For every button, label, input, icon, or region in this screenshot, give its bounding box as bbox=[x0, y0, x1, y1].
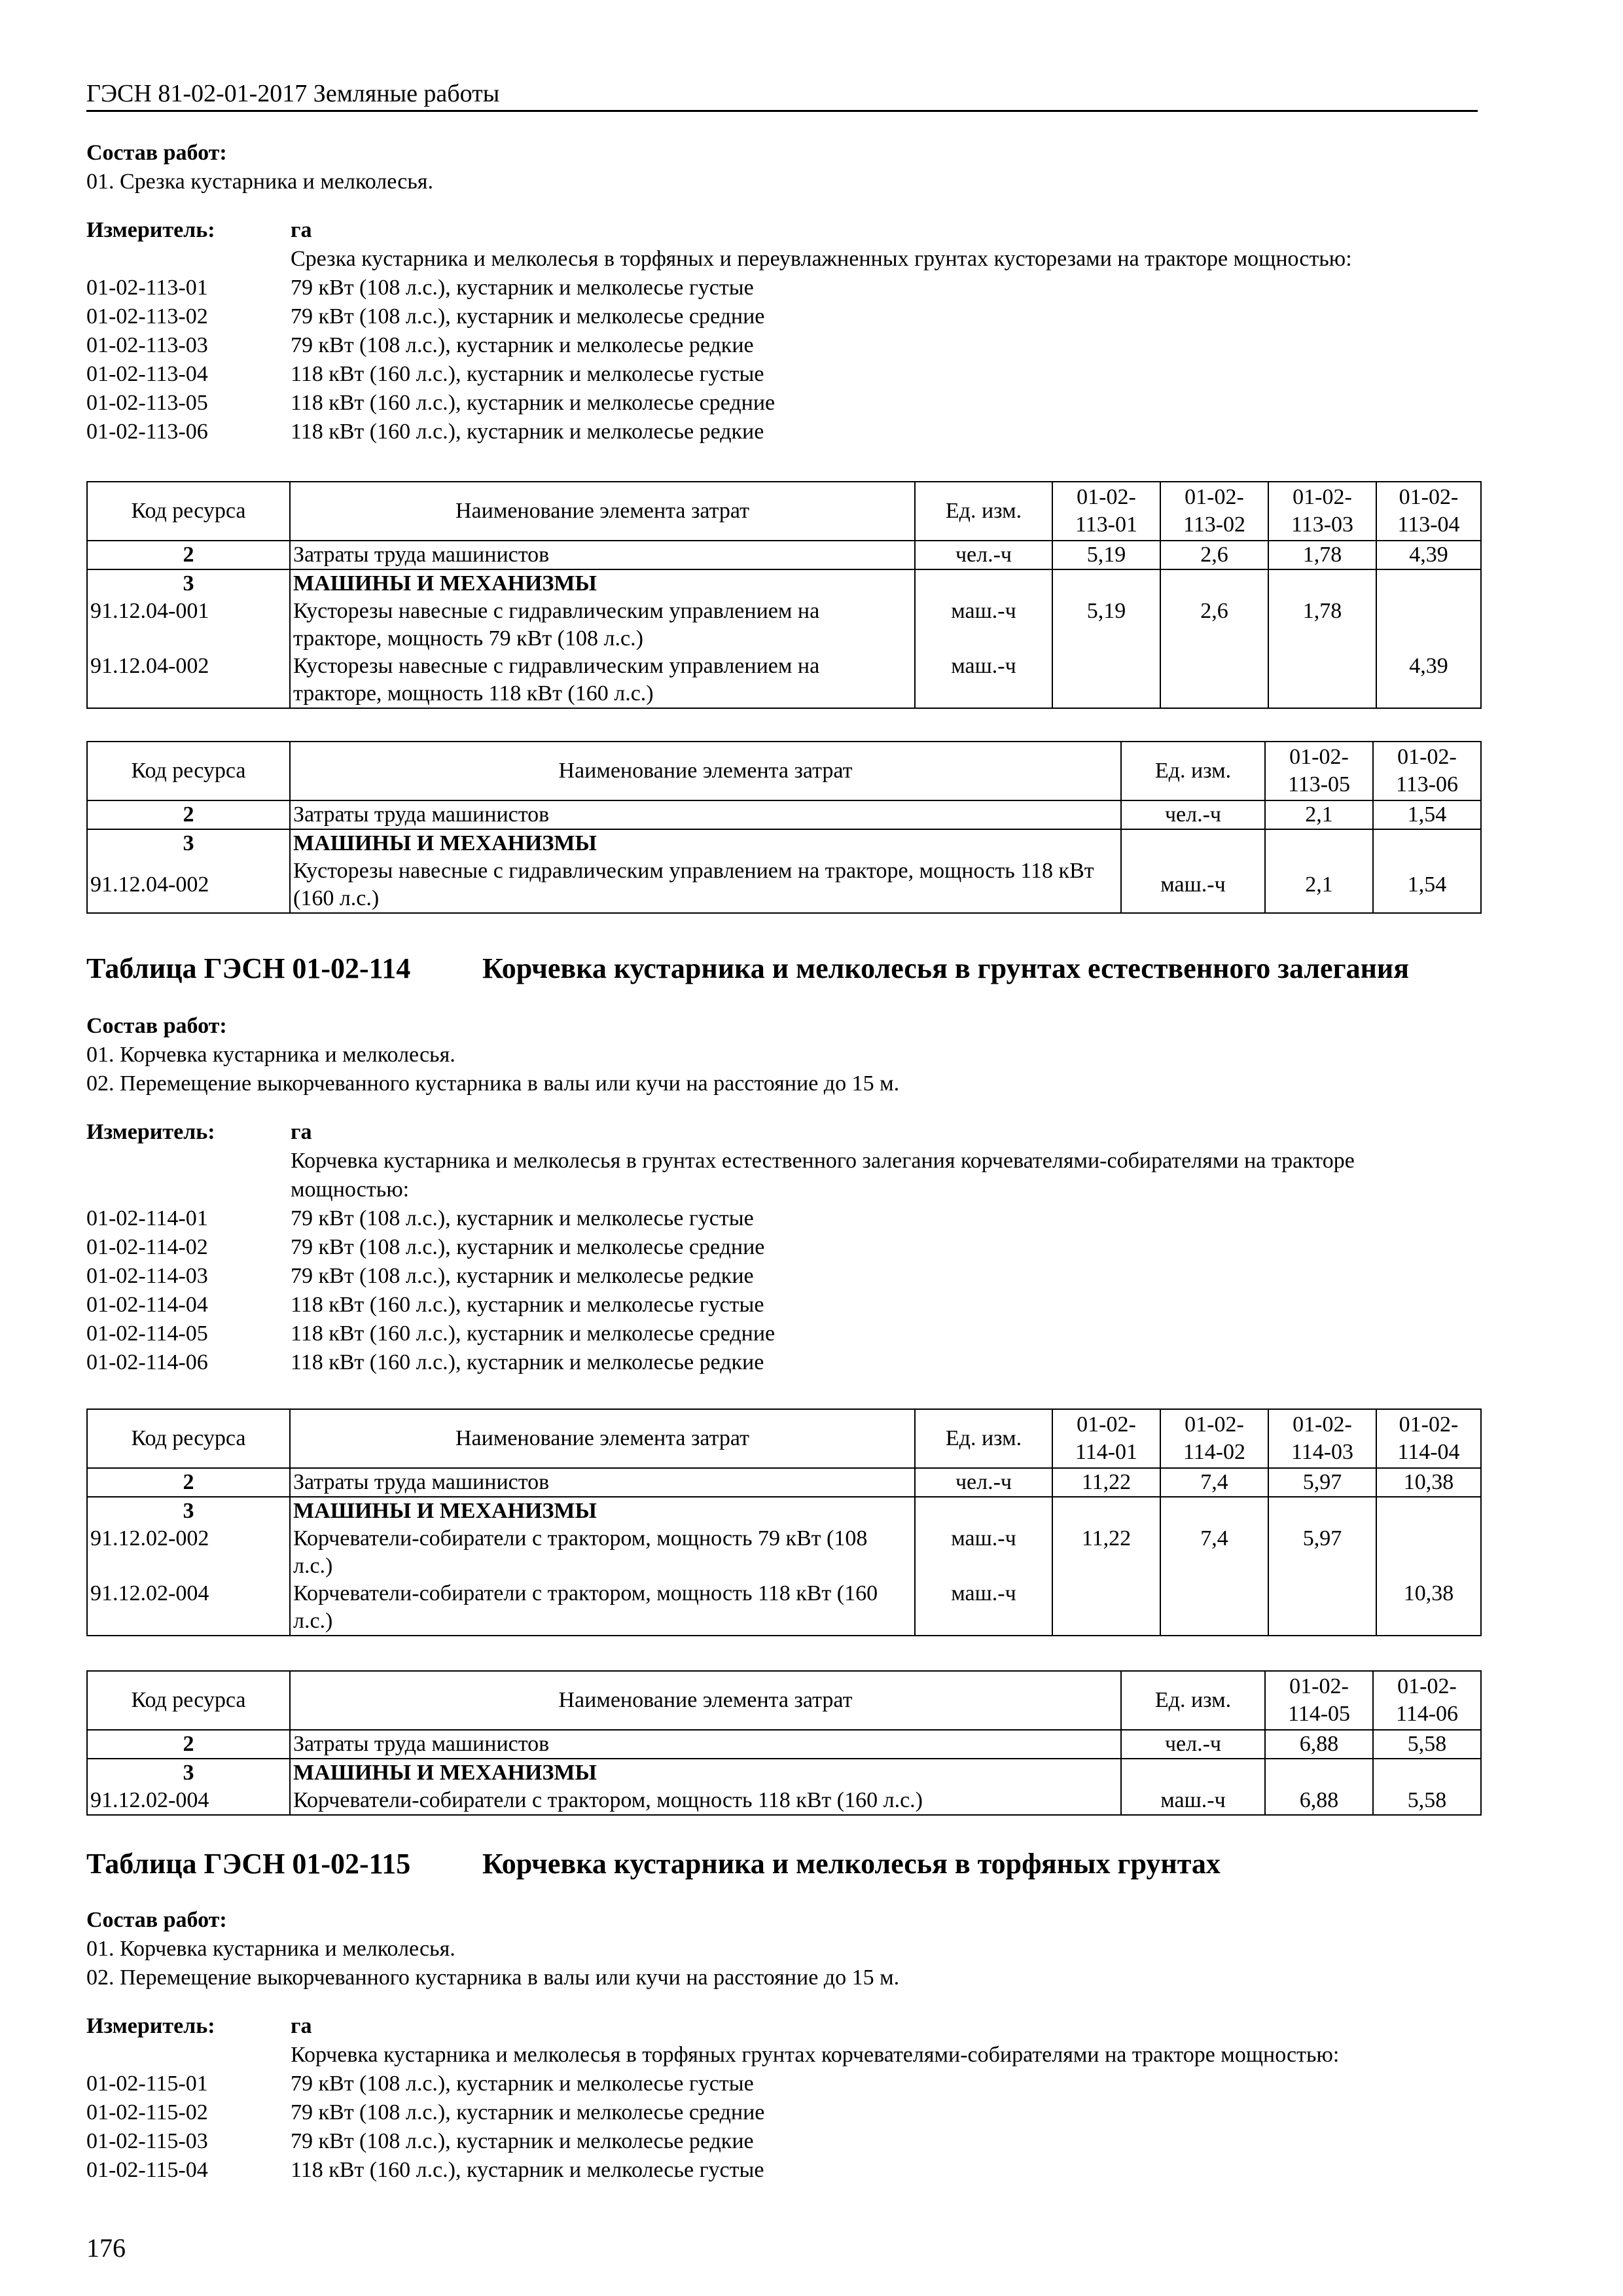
operation-item: 02. Перемещение выкорчеванного кустарника в валы или кучи на расстояние до 15 м. bbox=[86, 1071, 900, 1096]
norm-item: 01-02-114-03 79 кВт (108 л.с.), кустарник и мелколесье редкие bbox=[86, 1264, 754, 1288]
norm-item: 01-02-113-03 79 кВт (108 л.с.), кустарник и мелколесье редкие bbox=[86, 333, 754, 357]
measurer-label: Измеритель: bbox=[86, 1120, 215, 1144]
norm-item: 01-02-115-01 79 кВт (108 л.с.), кустарник и мелколесье густые bbox=[86, 2072, 754, 2096]
col-header-norm: 01-02- 114-06 bbox=[1373, 1671, 1481, 1730]
table-row: 91.12.04-001 Кусторезы навесные с гидравлическим управлением на тракторе, мощность 79 кВт (108 л.с.) маш.-ч 5,19 2,6 1,78 bbox=[87, 598, 1481, 653]
operation-item: 01. Корчевка кустарника и мелколесья. bbox=[86, 1043, 455, 1067]
col-header-norm: 01-02- 114-02 bbox=[1160, 1409, 1268, 1468]
col-header-code: Код ресурса bbox=[87, 742, 290, 800]
operation-item: 02. Перемещение выкорчеванного кустарника в валы или кучи на расстояние до 15 м. bbox=[86, 1965, 900, 1990]
section-114-text bbox=[86, 1012, 1480, 1377]
resource-table-113-a bbox=[86, 481, 1482, 709]
resource-table-113-b bbox=[86, 741, 1482, 914]
norm-item: 01-02-113-01 79 кВт (108 л.с.), кустарник и мелколесье густые bbox=[86, 276, 754, 300]
col-header-norm: 01-02- 113-03 bbox=[1268, 482, 1376, 541]
norm-item: 01-02-113-04 118 кВт (160 л.с.), кустарник и мелколесье густые bbox=[86, 362, 764, 386]
measurer-description: Корчевка кустарника и мелколесья в грунтах естественного залегания корчевателями-собирателями на тракторе мощностью: bbox=[291, 1149, 1355, 1202]
col-header-norm: 01-02- 113-04 bbox=[1376, 482, 1481, 541]
col-header-norm: 01-02- 114-01 bbox=[1052, 1409, 1160, 1468]
table-row: 91.12.02-002 Корчеватели-собиратели с трактором, мощность 79 кВт (108 л.с.) маш.-ч 11,22 7,4 5,97 bbox=[87, 1525, 1481, 1580]
col-header-norm: 01-02- 114-04 bbox=[1376, 1409, 1481, 1468]
table-row: 91.12.04-002 Кусторезы навесные с гидравлическим управлением на тракторе, мощность 118 кВт (160 л.с.) маш.-ч 2,1 1,54 bbox=[87, 857, 1481, 913]
sostav-label: Состав работ: bbox=[86, 1014, 227, 1038]
col-header-name: Наименование элемента затрат bbox=[290, 482, 915, 541]
table-title: Корчевка кустарника и мелколесья в торфяных грунтах bbox=[482, 1848, 1221, 1880]
sostav-label: Состав работ: bbox=[86, 1908, 227, 1932]
resource-table-114-a bbox=[86, 1408, 1482, 1636]
table-title: Корчевка кустарника и мелколесья в грунтах естественного залегания bbox=[482, 952, 1410, 984]
col-header-norm: 01-02- 113-05 bbox=[1265, 742, 1373, 800]
col-header-norm: 01-02- 114-05 bbox=[1265, 1671, 1373, 1730]
measurer-description: Корчевка кустарника и мелколесья в торфяных грунтах корчевателями-собирателями на тракторе мощностью: bbox=[291, 2043, 1340, 2067]
col-header-norm: 01-02- 113-02 bbox=[1160, 482, 1268, 541]
norm-item: 01-02-114-02 79 кВт (108 л.с.), кустарник и мелколесье средние bbox=[86, 1235, 765, 1259]
norm-item: 01-02-115-04 118 кВт (160 л.с.), кустарник и мелколесье густые bbox=[86, 2158, 764, 2182]
table-heading-115 bbox=[86, 1846, 1480, 1882]
norm-item: 01-02-114-04 118 кВт (160 л.с.), кустарник и мелколесье густые bbox=[86, 1293, 764, 1317]
table-row: 2 Затраты труда машинистов чел.-ч 6,88 5,58 bbox=[87, 1730, 1481, 1759]
page-number: 176 bbox=[86, 2233, 126, 2263]
table-heading-114 bbox=[86, 950, 1480, 987]
section-115-text bbox=[86, 1906, 1480, 2185]
col-header-code: Код ресурса bbox=[87, 482, 290, 541]
table-group-row: 3 МАШИНЫ И МЕХАНИЗМЫ bbox=[87, 829, 1481, 857]
sostav-label: Состав работ: bbox=[86, 141, 227, 165]
table-row: 2 Затраты труда машинистов чел.-ч 2,1 1,54 bbox=[87, 800, 1481, 829]
table-group-row: 3 МАШИНЫ И МЕХАНИЗМЫ bbox=[87, 1497, 1481, 1525]
col-header-norm: 01-02- 113-01 bbox=[1052, 482, 1160, 541]
norm-item: 01-02-113-02 79 кВт (108 л.с.), кустарник и мелколесье средние bbox=[86, 304, 765, 329]
col-header-unit: Ед. изм. bbox=[915, 482, 1052, 541]
col-header-code: Код ресурса bbox=[87, 1671, 290, 1730]
resource-table-114-b bbox=[86, 1670, 1482, 1816]
table-row: 91.12.02-004 Корчеватели-собиратели с трактором, мощность 118 кВт (160 л.с.) маш.-ч 10,38 bbox=[87, 1580, 1481, 1636]
norm-item: 01-02-114-06 118 кВт (160 л.с.), кустарник и мелколесье редкие bbox=[86, 1350, 764, 1374]
running-header: ГЭСН 81-02-01-2017 Земляные работы bbox=[86, 77, 1478, 112]
measurer-unit: га bbox=[291, 1120, 312, 1144]
col-header-name: Наименование элемента затрат bbox=[290, 742, 1121, 800]
norm-item: 01-02-113-06 118 кВт (160 л.с.), кустарник и мелколесье редкие bbox=[86, 420, 764, 444]
table-number: Таблица ГЭСН 01-02-115 bbox=[86, 1848, 411, 1880]
table-group-row: 3 МАШИНЫ И МЕХАНИЗМЫ bbox=[87, 1759, 1481, 1787]
table-row: 91.12.04-002 Кусторезы навесные с гидравлическим управлением на тракторе, мощность 118 кВт (160 л.с.) маш.-ч 4,39 bbox=[87, 653, 1481, 708]
operation-item: 01. Срезка кустарника и мелколесья. bbox=[86, 170, 433, 194]
col-header-unit: Ед. изм. bbox=[1121, 1671, 1265, 1730]
table-row: 2 Затраты труда машинистов чел.-ч 5,19 2,6 1,78 4,39 bbox=[87, 541, 1481, 569]
col-header-name: Наименование элемента затрат bbox=[290, 1671, 1121, 1730]
table-group-row: 3 МАШИНЫ И МЕХАНИЗМЫ bbox=[87, 569, 1481, 598]
measurer-unit: га bbox=[291, 218, 312, 242]
norm-item: 01-02-113-05 118 кВт (160 л.с.), кустарник и мелколесье средние bbox=[86, 391, 776, 415]
norm-item: 01-02-115-03 79 кВт (108 л.с.), кустарник и мелколесье редкие bbox=[86, 2129, 754, 2153]
measurer-description: Срезка кустарника и мелколесья в торфяных и переувлажненных грунтах кусторезами на тракторе мощностью: bbox=[291, 247, 1352, 271]
col-header-unit: Ед. изм. bbox=[915, 1409, 1052, 1468]
table-row: 91.12.02-004 Корчеватели-собиратели с трактором, мощность 118 кВт (160 л.с.) маш.-ч 6,88 5,58 bbox=[87, 1787, 1481, 1815]
table-row: 2 Затраты труда машинистов чел.-ч 11,22 7,4 5,97 10,38 bbox=[87, 1468, 1481, 1497]
col-header-name: Наименование элемента затрат bbox=[290, 1409, 915, 1468]
norm-item: 01-02-114-05 118 кВт (160 л.с.), кустарник и мелколесье средние bbox=[86, 1321, 776, 1346]
table-number: Таблица ГЭСН 01-02-114 bbox=[86, 952, 411, 984]
col-header-code: Код ресурса bbox=[87, 1409, 290, 1468]
section-113-text bbox=[86, 139, 1480, 446]
col-header-norm: 01-02- 113-06 bbox=[1373, 742, 1481, 800]
col-header-norm: 01-02- 114-03 bbox=[1268, 1409, 1376, 1468]
col-header-unit: Ед. изм. bbox=[1121, 742, 1265, 800]
measurer-label: Измеритель: bbox=[86, 218, 215, 242]
norm-item: 01-02-114-01 79 кВт (108 л.с.), кустарник и мелколесье густые bbox=[86, 1206, 754, 1230]
measurer-unit: га bbox=[291, 2014, 312, 2038]
operation-item: 01. Корчевка кустарника и мелколесья. bbox=[86, 1937, 455, 1961]
norm-item: 01-02-115-02 79 кВт (108 л.с.), кустарник и мелколесье средние bbox=[86, 2100, 765, 2125]
measurer-label: Измеритель: bbox=[86, 2014, 215, 2038]
